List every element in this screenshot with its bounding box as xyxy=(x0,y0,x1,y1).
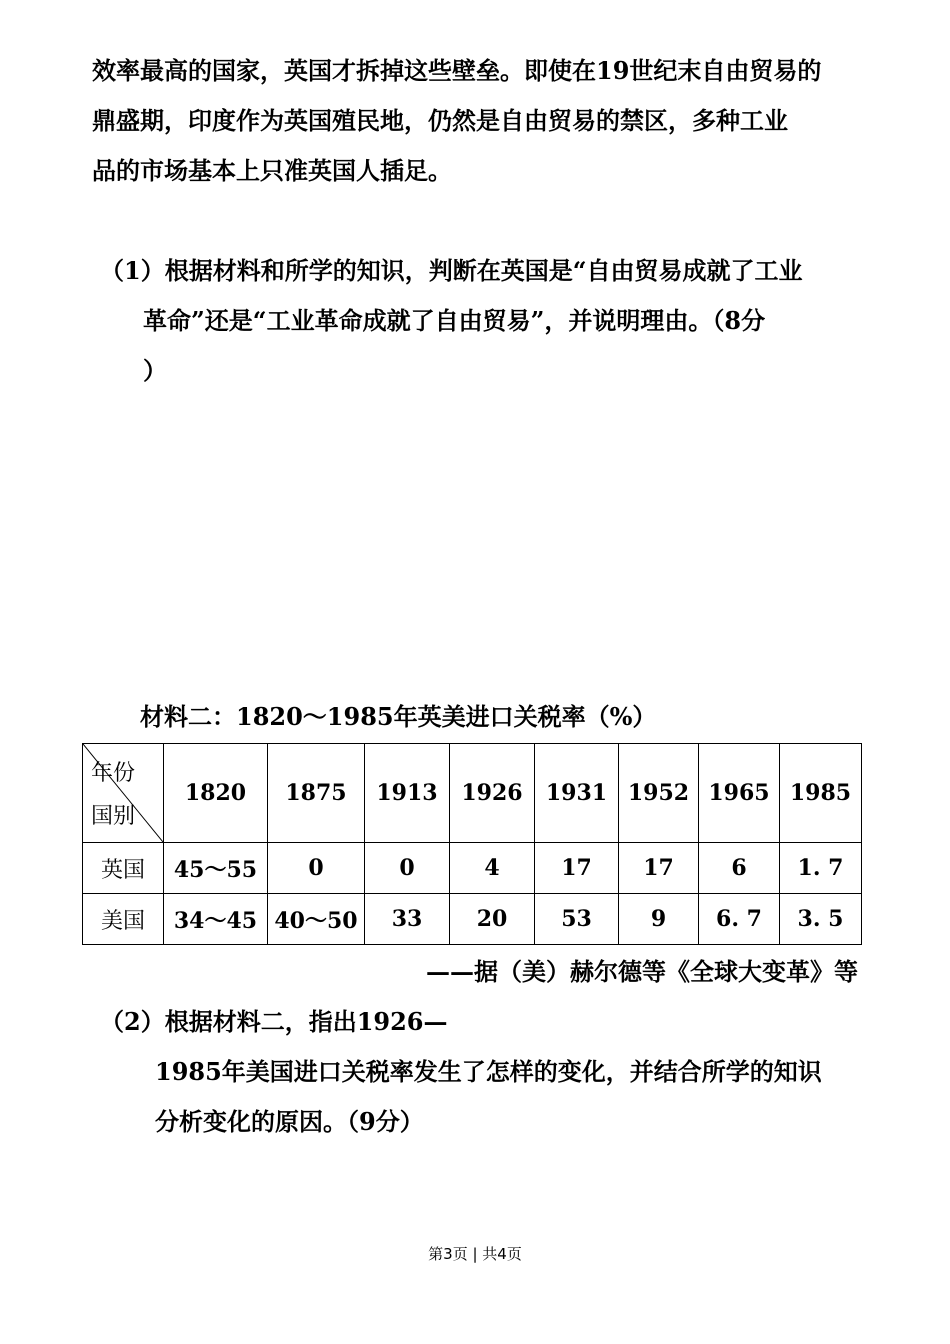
year-header: 1965 xyxy=(699,744,780,843)
corner-year-label: 年份 xyxy=(91,761,136,786)
tariff-table xyxy=(82,743,862,945)
country-label: 美国 xyxy=(83,894,164,945)
passage-line-3: 品的市场基本上只准英国人插足。 xyxy=(92,156,452,185)
year-header: 1913 xyxy=(365,744,450,843)
tariff-cell: 33 xyxy=(365,894,450,945)
year-header: 1931 xyxy=(535,744,619,843)
tariff-cell: 6. 7 xyxy=(699,894,780,945)
table-row xyxy=(83,843,862,894)
tariff-cell: 4 xyxy=(450,843,535,894)
tariff-cell: 34～45 xyxy=(164,894,268,945)
country-label: 英国 xyxy=(83,843,164,894)
question-2-line-3: 分析变化的原因。（9分） xyxy=(155,1107,424,1136)
question-1-line-2: 革命”还是“工业革命成就了自由贸易”，并说明理由。（8分 xyxy=(143,306,766,335)
tariff-cell: 6 xyxy=(699,843,780,894)
material-2-caption: 材料二：1820～1985年英美进口关税率（%） xyxy=(140,702,657,731)
question-1-line-3: ） xyxy=(143,356,167,385)
passage-line-2: 鼎盛期，印度作为英国殖民地，仍然是自由贸易的禁区，多种工业 xyxy=(92,106,788,135)
table-corner-cell xyxy=(83,744,164,843)
corner-country-label: 国别 xyxy=(91,804,136,829)
question-2-line-1: （2）根据材料二，指出1926— xyxy=(100,1007,448,1036)
tariff-cell: 0 xyxy=(268,843,365,894)
tariff-cell: 17 xyxy=(535,843,619,894)
passage-line-1: 效率最高的国家，英国才拆掉这些壁垒。即使在19世纪末自由贸易的 xyxy=(92,56,822,85)
table-row xyxy=(83,894,862,945)
year-header: 1926 xyxy=(450,744,535,843)
table-source: ——据（美）赫尔德等《全球大变革》等 xyxy=(426,957,858,986)
tariff-cell: 9 xyxy=(619,894,699,945)
tariff-cell: 0 xyxy=(365,843,450,894)
tariff-cell: 3. 5 xyxy=(780,894,862,945)
tariff-cell: 1. 7 xyxy=(780,843,862,894)
page-footer: 第3页 | 共4页 xyxy=(428,1245,522,1263)
tariff-cell: 40～50 xyxy=(268,894,365,945)
year-header: 1985 xyxy=(780,744,862,843)
table-header-row xyxy=(83,744,862,843)
question-2-line-2: 1985年美国进口关税率发生了怎样的变化，并结合所学的知识 xyxy=(155,1057,822,1086)
tariff-cell: 53 xyxy=(535,894,619,945)
year-header: 1952 xyxy=(619,744,699,843)
question-1-line-1: （1）根据材料和所学的知识，判断在英国是“自由贸易成就了工业 xyxy=(100,256,803,285)
year-header: 1820 xyxy=(164,744,268,843)
tariff-cell: 45～55 xyxy=(164,843,268,894)
tariff-cell: 20 xyxy=(450,894,535,945)
year-header: 1875 xyxy=(268,744,365,843)
tariff-cell: 17 xyxy=(619,843,699,894)
